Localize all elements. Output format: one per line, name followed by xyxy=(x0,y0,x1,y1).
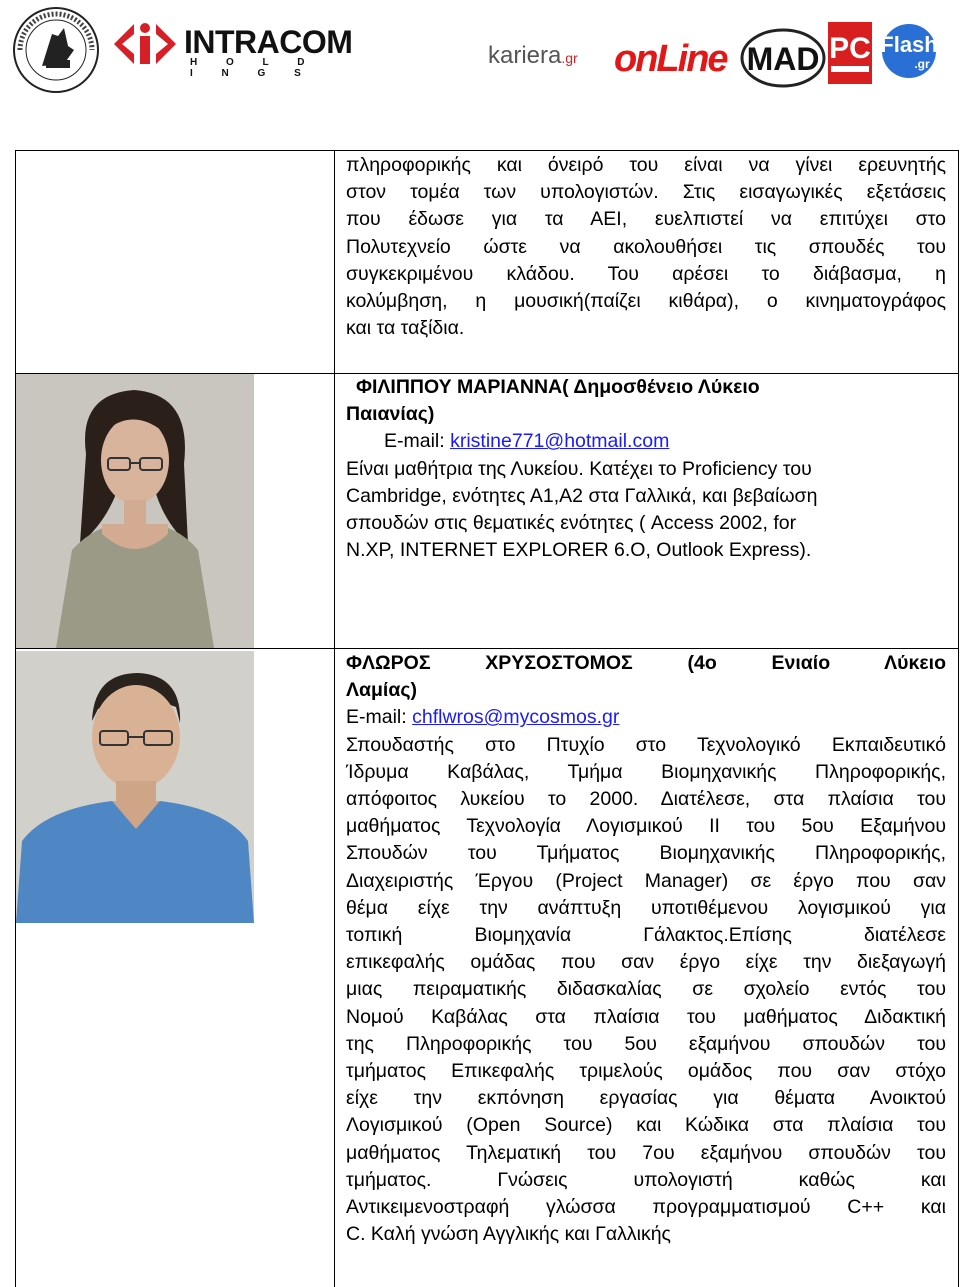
pc-magazine-logo xyxy=(828,22,872,84)
student-photo-filippou xyxy=(16,374,254,648)
text-line: μιας πειραματικής διδασκαλίας σε σχολείο εντός του xyxy=(346,978,946,1001)
text-line: σπουδών στις θεματικές ενότητες ( Access 2002, for xyxy=(346,512,797,535)
table-border-top xyxy=(15,150,959,151)
text-line: μαθήματος Τεχνολογία Λογισμικού ΙΙ του 5ου Εξαμήνου xyxy=(346,815,946,838)
text-line: κολύμβηση, η μουσική(παίζει κιθάρα), ο κινηματογράφος xyxy=(346,290,946,313)
text-line: απόφοιτος λυκείου το 2000. Διατέλεσε, στα πλαίσια του xyxy=(346,788,946,811)
profile-flwros xyxy=(346,650,946,1248)
text-line: που έδωσε για τα ΑΕΙ, ευελπιστεί να επιτύχει στο xyxy=(346,208,946,231)
text-line: Είναι μαθήτρια της Λυκείου. Κατέχει το Proficiency του xyxy=(346,457,812,480)
text-line: συγκεκριμένου κλάδου. Του αρέσει το διάβασμα, η xyxy=(346,262,946,285)
text-line: C. Καλή γνώση Αγγλικής και Γαλλικής xyxy=(346,1223,671,1246)
text-line: Λογισμικού (Open Source) και Κώδικα στα πλαίσια του xyxy=(346,1114,946,1137)
text-line: τμήματος Επικεφαλής τριμελούς ομάδος που σαν στόχο xyxy=(346,1060,946,1083)
email-row xyxy=(346,428,946,455)
intracom-wordmark: INTRACOM xyxy=(184,24,353,60)
kariera-wordmark: kariera xyxy=(488,42,562,69)
text-line: της Πληροφορικής του 5ου εξαμήνου σπουδών του xyxy=(346,1032,946,1055)
email-row xyxy=(346,704,946,731)
mad-logo xyxy=(740,28,826,88)
email-label: E-mail: xyxy=(384,430,451,453)
pc-wordmark: PC xyxy=(829,32,871,65)
table-row-divider xyxy=(15,648,959,649)
text-line: στον τομέα των υπολογιστών. Στις εισαγωγικές εξετάσεις xyxy=(346,181,946,204)
profile-title: ΦΙΛΙΠΠΟΥ ΜΑΡΙΑΝΝΑ( Δημοσθένειο Λύκειο xyxy=(356,376,760,398)
profile-title: ΦΛΩΡΟΣ ΧΡΥΣΟΣΤΟΜΟΣ (4ο Ενιαίο Λύκειο xyxy=(346,652,946,674)
profile-title-cont: Λαμίας) xyxy=(346,679,417,702)
text-line: θέμα είχε την ανάπτυξη υποτιθέμενου λογισμικού για xyxy=(346,896,946,919)
text-line: Cambridge, ενότητες Α1,Α2 στα Γαλλικά, και βεβαίωση xyxy=(346,484,818,507)
student-photo-flwros xyxy=(16,651,254,923)
intracom-holdings-logo xyxy=(112,20,353,79)
email-link[interactable]: kristine771@hotmail.com xyxy=(450,430,670,453)
table-column-divider xyxy=(334,150,335,1287)
online-logo xyxy=(612,32,730,82)
athens-information-technology-logo xyxy=(12,6,100,94)
online-wordmark: onLine xyxy=(614,38,727,80)
text-line: είχε την εκπόνηση εργασίας για θέματα Ανοικτού xyxy=(346,1087,946,1110)
text-line: Σπουδών του Τμήματος Βιομηχανικής Πληροφορικής, xyxy=(346,842,946,865)
text-line: Ίδρυμα Καβάλας, Τμήμα Βιομηχανικής Πληροφορικής, xyxy=(346,760,946,783)
text-line: Πολυτεχνείο ώστε να ακολουθήσει τις σπουδές του xyxy=(346,235,946,258)
text-line: τοπική Βιομηχανία Γάλακτος.Επίσης διατέλεσε xyxy=(346,924,946,947)
flash-suffix: .gr xyxy=(914,57,930,71)
kariera-suffix: .gr xyxy=(561,50,578,66)
table-border-right xyxy=(958,150,959,1287)
text-line: επικεφαλής ομάδας που σαν έργο είχε την διεξαγωγή xyxy=(346,951,946,974)
email-label: E-mail: xyxy=(346,706,413,729)
text-line: και τα ταξίδια. xyxy=(346,317,465,340)
text-line: N.XP, INTERNET EXPLORER 6.O, Outlook Express). xyxy=(346,539,812,562)
email-link[interactable]: chflwros@mycosmos.gr xyxy=(412,706,620,729)
profile-filippou xyxy=(346,374,946,564)
header-logos xyxy=(0,0,960,100)
text-line: Αντικειμενοστραφή γλώσσα προγραμματισμού C++ και xyxy=(346,1196,946,1219)
text-line: μαθήματος Τηλεματική του 7ου εξαμήνου σπουδών του xyxy=(346,1141,946,1164)
flash-wordmark: Flash xyxy=(880,32,938,57)
text-line: Σπουδαστής στο Πτυχίο στο Τεχνολογικό Εκπαιδευτικό xyxy=(346,733,946,756)
intro-paragraph xyxy=(346,152,946,342)
text-line: Διαχειριστής Έργου (Project Manager) σε έργο που σαν xyxy=(346,869,946,892)
text-line: Νομού Καβάλας στα πλαίσια του μαθήματος Διδακτική xyxy=(346,1005,946,1028)
intracom-mark-icon xyxy=(112,20,178,68)
intracom-subtext: H O L D I N G S xyxy=(190,57,318,79)
text-line: τμήματος. Γνώσεις υπολογιστή καθώς και xyxy=(346,1168,946,1191)
flash-gr-logo xyxy=(874,22,944,80)
kariera-logo xyxy=(486,42,608,78)
profile-title-cont: Παιανίας) xyxy=(346,403,435,426)
text-line: πληροφορικής και όνειρό του είναι να γίνει ερευνητής xyxy=(346,154,946,176)
mad-wordmark: MAD xyxy=(746,41,820,77)
